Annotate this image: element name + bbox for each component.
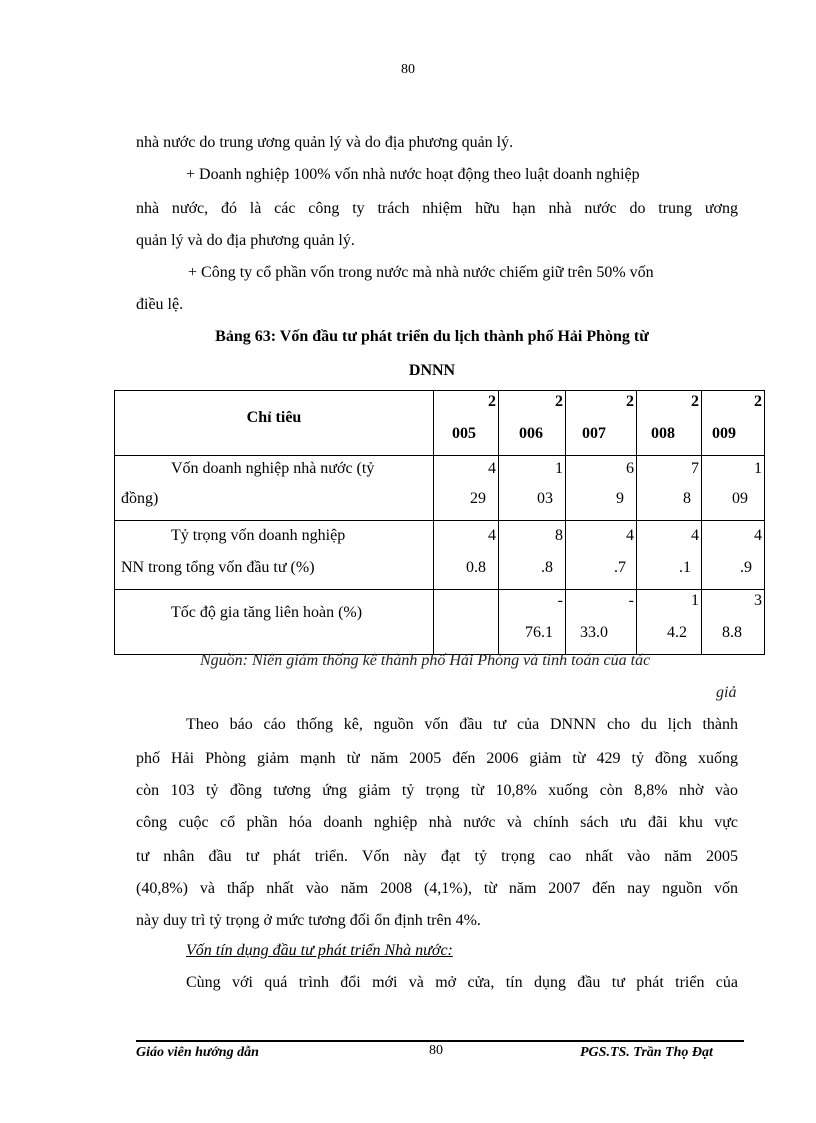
year-cell: 2 008 xyxy=(637,391,702,456)
row-label-cell: Vốn doanh nghiệp nhà nước (tỷ đồng) xyxy=(115,456,434,521)
paragraph-line: + Công ty cổ phần vốn trong nước mà nhà nước chiếm giữ trên 50% vốn xyxy=(188,264,654,281)
value-cell: 4 29 xyxy=(434,456,499,521)
year-cell: 2 005 xyxy=(434,391,499,456)
footer-page-number: 80 xyxy=(429,1043,443,1058)
table-source-cont: giả xyxy=(716,684,737,701)
body-line: tư nhân đầu tư phát triển. Vốn này đạt tỷ trọng cao nhất vào năm 2005 xyxy=(136,848,738,865)
body-line: (40,8%) và thấp nhất vào năm 2008 (4,1%), từ năm 2007 đến nay nguồn vốn xyxy=(136,880,738,897)
value-cell: 4 .9 xyxy=(702,521,765,590)
header-label: Chỉ tiêu xyxy=(246,409,302,426)
table-row xyxy=(115,456,765,521)
table-caption: Bảng 63: Vốn đầu tư phát triển du lịch thành phố Hải Phòng từ xyxy=(215,328,649,345)
year-cell: 2 006 xyxy=(499,391,566,456)
table-row xyxy=(115,590,765,655)
value-cell: 1 4.2 xyxy=(637,590,702,655)
section-subheading: Vốn tín dụng đầu tư phát triển Nhà nước: xyxy=(186,942,453,959)
table-caption-cont: DNNN xyxy=(408,362,456,379)
value-cell: 8 .8 xyxy=(499,521,566,590)
body-line: Cùng với quá trình đổi mới và mở cửa, tín dụng đầu tư phát triển của xyxy=(186,974,738,991)
table-source: Nguồn: Niên giám thống kê thành phố Hải Phòng và tính toán của tác xyxy=(200,652,651,669)
year-cell: 2 009 xyxy=(702,391,765,456)
value-cell: 3 8.8 xyxy=(702,590,765,655)
paragraph-line: nhà nước do trung ương quản lý và do địa phương quản lý. xyxy=(136,134,514,151)
footer-right: PGS.TS. Trần Thọ Đạt xyxy=(580,1045,713,1060)
header-label-cell xyxy=(115,391,434,456)
year-cell: 2 007 xyxy=(566,391,637,456)
value-cell: 6 9 xyxy=(566,456,637,521)
body-line: công cuộc cổ phần hóa doanh nghiệp nhà nước và chính sách ưu đãi khu vực xyxy=(136,814,738,831)
table-header-row xyxy=(115,391,765,456)
row-label-cell: Tốc độ gia tăng liên hoàn (%) xyxy=(115,590,434,655)
value-cell: - 76.1 xyxy=(499,590,566,655)
body-line: phố Hải Phòng giảm mạnh từ năm 2005 đến 2006 giảm từ 429 tỷ đồng xuống xyxy=(136,750,738,767)
value-cell: - 33.0 xyxy=(566,590,637,655)
table-row xyxy=(115,521,765,590)
paragraph-line: điều lệ. xyxy=(136,296,184,313)
value-cell: 4 .1 xyxy=(637,521,702,590)
value-cell: 7 8 xyxy=(637,456,702,521)
footer-divider xyxy=(136,1040,744,1042)
value-cell: 4 .7 xyxy=(566,521,637,590)
page-number-header: 80 xyxy=(401,62,415,77)
body-line: này duy trì tỷ trọng ở mức tương đối ổn định trên 4%. xyxy=(136,912,481,929)
body-line: còn 103 tỷ đồng tương ứng giảm tỷ trọng từ 10,8% xuống còn 8,8% nhờ vào xyxy=(136,782,738,799)
body-line: Theo báo cáo thống kê, nguồn vốn đầu tư của DNNN cho du lịch thành xyxy=(186,716,738,733)
paragraph-line xyxy=(186,166,738,184)
value-cell: 4 0.8 xyxy=(434,521,499,590)
paragraph-line: quản lý và do địa phương quản lý. xyxy=(136,232,355,249)
value-cell: 1 09 xyxy=(702,456,765,521)
row-label-cell: Tỷ trọng vốn doanh nghiệp NN trong tổng vốn đầu tư (%) xyxy=(115,521,434,590)
value-cell: 1 03 xyxy=(499,456,566,521)
data-table xyxy=(114,390,765,655)
paragraph-line: nhà nước, đó là các công ty trách nhiệm hữu hạn nhà nước do trung ương xyxy=(136,200,738,217)
value-cell xyxy=(434,590,499,655)
footer-left: Giáo viên hướng dẫn xyxy=(136,1045,259,1060)
bullet-text: + Doanh nghiệp 100% vốn nhà nước hoạt động theo luật doanh nghiệp xyxy=(186,166,640,183)
